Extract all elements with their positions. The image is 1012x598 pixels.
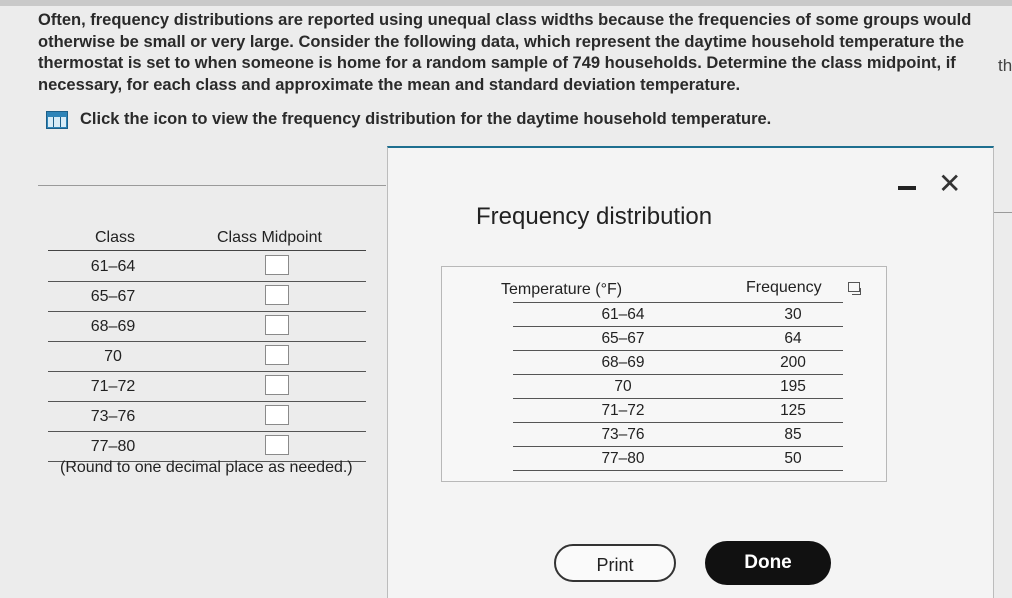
midpoint-input[interactable] — [265, 315, 289, 335]
answer-row — [48, 432, 366, 462]
temperature-cell: 70 — [614, 378, 632, 395]
temperature-cell: 73–76 — [601, 426, 645, 443]
temperature-cell: 71–72 — [601, 402, 645, 419]
icon-instruction-text: Click the icon to view the frequency distribution for the daytime household temperature. — [80, 110, 772, 128]
frequency-cell: 85 — [784, 426, 802, 443]
frequency-header-frequency: Frequency — [746, 279, 822, 296]
top-bar — [0, 0, 1012, 6]
temperature-cell: 61–64 — [601, 306, 645, 323]
answer-row — [48, 402, 366, 432]
table-row — [513, 447, 843, 471]
dialog-title: Frequency distribution — [476, 203, 713, 230]
done-button[interactable]: Done — [705, 541, 831, 585]
frequency-cell: 195 — [780, 378, 806, 395]
frequency-cell: 125 — [780, 402, 806, 419]
temperature-cell: 77–80 — [601, 450, 645, 467]
answer-row — [48, 342, 366, 372]
midpoint-input[interactable] — [265, 375, 289, 395]
midpoint-input[interactable] — [265, 345, 289, 365]
answer-row — [48, 312, 366, 342]
midpoint-input[interactable] — [265, 435, 289, 455]
midpoint-input[interactable] — [265, 285, 289, 305]
answer-class-label: 70 — [104, 348, 122, 365]
minimize-button[interactable] — [896, 176, 918, 190]
temperature-cell: 68–69 — [601, 354, 645, 371]
table-row — [513, 375, 843, 399]
answer-header-class: Class — [95, 229, 136, 246]
answer-class-label: 61–64 — [90, 258, 136, 275]
rounding-note: (Round to one decimal place as needed.) — [60, 459, 353, 476]
answer-header-midpoint: Class Midpoint — [217, 229, 322, 246]
frequency-cell: 64 — [784, 330, 802, 347]
row-rule — [513, 470, 843, 471]
midpoint-input[interactable] — [265, 255, 289, 275]
frequency-cell: 200 — [780, 354, 806, 371]
copy-icon[interactable] — [848, 282, 860, 292]
midpoint-input[interactable] — [265, 405, 289, 425]
print-button[interactable]: Print — [554, 544, 676, 582]
temperature-cell: 65–67 — [601, 330, 645, 347]
table-row — [513, 423, 843, 447]
answer-class-label: 71–72 — [90, 378, 136, 395]
table-row — [513, 351, 843, 375]
frequency-cell: 30 — [784, 306, 802, 323]
table-row — [513, 399, 843, 423]
answer-header-rule — [48, 250, 366, 251]
icon-instruction-line — [46, 110, 771, 129]
answer-class-label: 65–67 — [90, 288, 136, 305]
answer-class-label: 73–76 — [90, 408, 136, 425]
divider-left — [38, 185, 386, 186]
answer-row — [48, 282, 366, 312]
question-text: Often, frequency distributions are reported using unequal class widths because the frequencies of some groups would otherwise be small or very large. Consider the following data, which represent the daytime household temperature the thermostat is set to when someone is home for a random sample of 749 households. Determine the class midpoint, if necessary, for each class and approximate the mean and standard deviation temperature. — [38, 11, 972, 94]
table-icon[interactable] — [46, 111, 68, 129]
answer-class-label: 77–80 — [90, 438, 136, 455]
close-icon[interactable]: ✕ — [938, 168, 962, 199]
table-row — [513, 327, 843, 351]
answer-row — [48, 252, 366, 282]
frequency-cell: 50 — [784, 450, 802, 467]
answer-row — [48, 372, 366, 402]
answer-class-label: 68–69 — [90, 318, 136, 335]
frequency-header-temperature: Temperature (°F) — [501, 281, 623, 298]
table-row — [513, 303, 843, 327]
truncated-text: th — [998, 56, 1012, 75]
frequency-distribution-dialog — [387, 146, 994, 598]
